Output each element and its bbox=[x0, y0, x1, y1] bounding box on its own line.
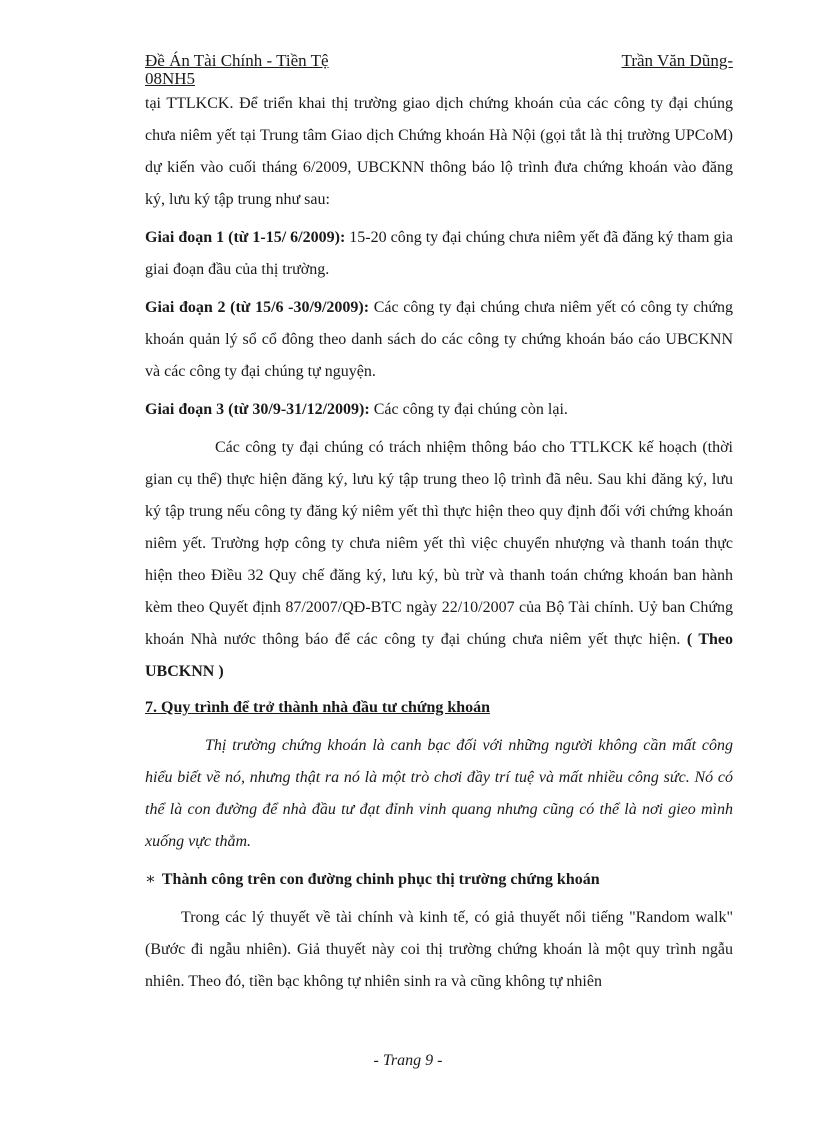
companies-text: Các công ty đại chúng có trách nhiệm thông báo cho TTLKCK kế hoạch (thời gian cụ thể) thực hiện đăng ký, lưu ký tập trung theo lộ trình đã nêu. Sau khi đăng ký, lưu ký tập trung nếu công ty đăng ký niêm yết thì thực hiện theo quy định đối với chứng khoán niêm yết. Trường hợp công ty chưa niêm yết thì việc chuyển nhượng và thanh toán thực hiện theo Điều 32 Quy chế đăng ký, lưu ký, bù trừ và thanh toán chứng khoán ban hành kèm theo Quyết định 87/2007/QĐ-BTC ngày 22/10/2007 của Bộ Tài chính. Uỷ ban Chứng khoán Nhà nước thông báo để các công ty đại chúng chưa niêm yết thực hiện. bbox=[145, 439, 733, 648]
italic-quote-paragraph bbox=[145, 730, 733, 858]
phase-3-text: Các công ty đại chúng còn lại. bbox=[369, 401, 568, 418]
section-7-heading: 7. Quy trình để trở thành nhà đầu tư chứng khoán bbox=[145, 699, 491, 716]
header-title: Đề Án Tài Chính - Tiền Tệ bbox=[145, 51, 329, 70]
random-walk-paragraph: Trong các lý thuyết về tài chính và kinh tế, có giả thuyết nổi tiếng "Random walk" (Bước đi ngẫu nhiên). Giả thuyết này coi thị trường chứng khoán là một quy trình ngẫu nhiên. Theo đó, tiền bạc không tự nhiên sinh ra và cũng không tự nhiên bbox=[145, 909, 733, 990]
phase-1-label: Giai đoạn 1 (từ 1-15/ 6/2009): bbox=[145, 229, 346, 246]
phase-3-label: Giai đoạn 3 (từ 30/9-31/12/2009): bbox=[145, 401, 370, 418]
document-page bbox=[145, 52, 733, 998]
header-class: 08NH5 bbox=[145, 69, 196, 88]
companies-source: ( Theo UBCKNN ) bbox=[145, 631, 733, 680]
bullet-heading-text: Thành công trên con đường chinh phục thị trường chứng khoán bbox=[161, 871, 600, 888]
phase-2-text: Các công ty đại chúng chưa niêm yết có công ty chứng khoán quản lý sổ cổ đông theo danh sách do các công ty chứng khoán báo cáo UBCKNN và các công ty đại chúng tự nguyện. bbox=[145, 299, 733, 380]
asterisk-bullet-icon: ∗ bbox=[145, 871, 156, 888]
page-header bbox=[145, 52, 733, 88]
phase-2-label: Giai đoạn 2 (từ 15/6 -30/9/2009): bbox=[145, 299, 370, 316]
companies-paragraph bbox=[145, 432, 733, 688]
phase-1-paragraph bbox=[145, 222, 733, 286]
phase-2-paragraph bbox=[145, 292, 733, 388]
intro-paragraph: tại TTLKCK. Để triển khai thị trường giao dịch chứng khoán của các công ty đại chúng chưa niêm yết tại Trung tâm Giao dịch Chứng khoán Hà Nội (gọi tắt là thị trường UPCoM) dự kiến vào cuối tháng 6/2009, UBCKNN thông báo lộ trình đưa chứng khoán vào đăng ký, lưu ký tập trung như sau: bbox=[145, 95, 733, 208]
bullet-heading bbox=[145, 864, 733, 896]
header-author: Trần Văn Dũng- bbox=[621, 51, 733, 70]
phase-1-text: 15-20 công ty đại chúng chưa niêm yết đã đăng ký tham gia giai đoạn đầu của thị trường. bbox=[145, 229, 733, 278]
italic-quote-text: Thị trường chứng khoán là canh bạc đối với những người không cần mất công hiểu biết về nó, nhưng thật ra nó là một trò chơi đầy trí tuệ và mất nhiều công sức. Nó có thể là con đường để nhà đầu tư đạt đỉnh vinh quang nhưng cũng có thể là nơi gieo mình xuống vực thẳm. bbox=[145, 737, 733, 850]
page-number: - Trang 9 - bbox=[373, 1052, 443, 1069]
phase-3-paragraph bbox=[145, 394, 733, 426]
document-body bbox=[145, 88, 733, 998]
